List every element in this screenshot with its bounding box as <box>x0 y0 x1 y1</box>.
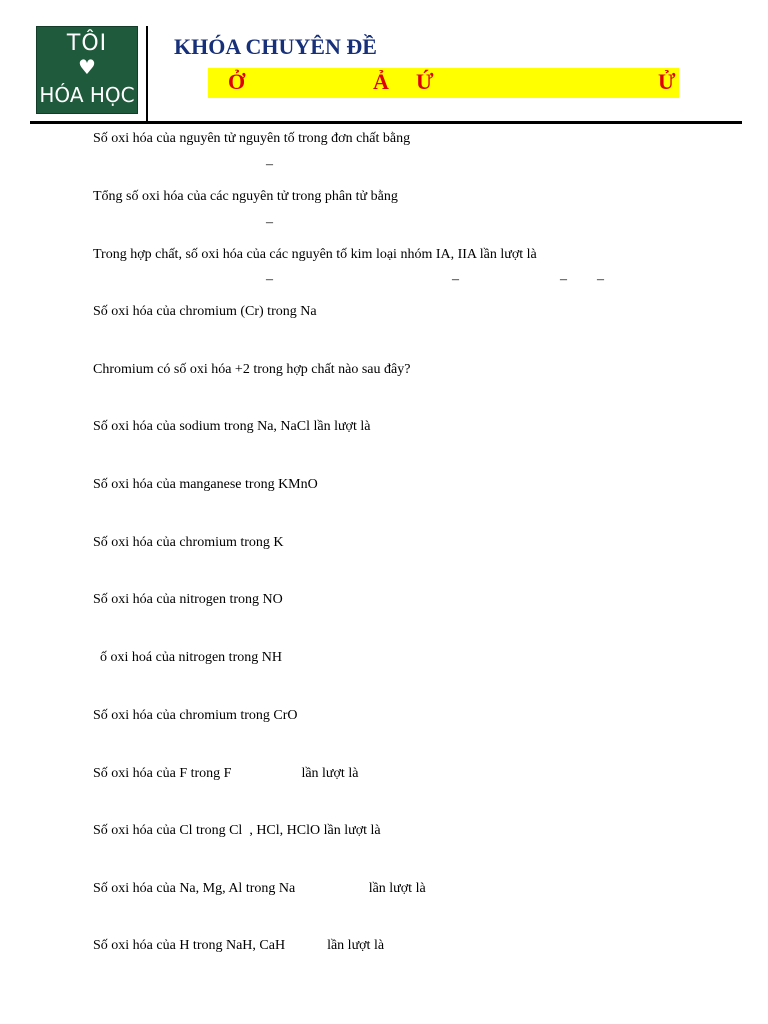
banner-char: Ử <box>658 69 676 94</box>
question-item: Trong hợp chất, số oxi hóa của các nguyên tố kim loại nhóm IA, IIA lần lượt là <box>93 247 537 262</box>
answer-dash: – <box>452 272 459 287</box>
question-item: Số oxi hóa của nitrogen trong NO <box>93 592 283 607</box>
question-item: Số oxi hóa của F trong F lần lượt là <box>93 766 359 781</box>
question-item: Số oxi hóa của manganese trong KMnO <box>93 477 318 492</box>
header-vertical-divider <box>146 26 148 123</box>
question-item: ố oxi hoá của nitrogen trong NH <box>93 650 282 665</box>
question-item: Số oxi hóa của chromium trong CrO <box>93 708 298 723</box>
question-item: Chromium có số oxi hóa +2 trong hợp chất nào sau đây? <box>93 362 411 377</box>
answer-dash: – <box>560 272 567 287</box>
question-item: Số oxi hóa của sodium trong Na, NaCl lần lượt là <box>93 419 371 434</box>
logo-text-line2: HÓA HỌC <box>39 83 135 107</box>
question-item: Tổng số oxi hóa của các nguyên tử trong phân tử bằng <box>93 189 398 204</box>
question-item: Số oxi hóa của nguyên tử nguyên tố trong đơn chất bằng <box>93 131 411 146</box>
question-item: Số oxi hóa của Na, Mg, Al trong Na lần lượt là <box>93 881 426 896</box>
title-banner <box>208 68 679 98</box>
question-item: Số oxi hóa của Cl trong Cl , HCl, HClO lần lượt là <box>93 823 381 838</box>
brand-logo <box>36 26 138 114</box>
question-item: Số oxi hóa của chromium (Cr) trong Na <box>93 304 317 319</box>
header-divider <box>30 121 742 124</box>
answer-dash: – <box>266 215 273 230</box>
banner-char: Ả <box>373 69 389 94</box>
answer-dash: – <box>597 272 604 287</box>
heart-icon: ♥ <box>78 55 96 79</box>
logo-text-line1: TÔI <box>66 31 108 56</box>
answer-dash: – <box>266 272 273 287</box>
banner-char: Ở <box>228 69 246 94</box>
page-title: KHÓA CHUYÊN ĐỀ <box>174 34 377 59</box>
banner-char: Ứ <box>416 69 434 94</box>
question-item: Số oxi hóa của H trong NaH, CaH lần lượt là <box>93 938 385 953</box>
question-item: Số oxi hóa của chromium trong K <box>93 535 284 550</box>
answer-dash: – <box>266 157 273 172</box>
